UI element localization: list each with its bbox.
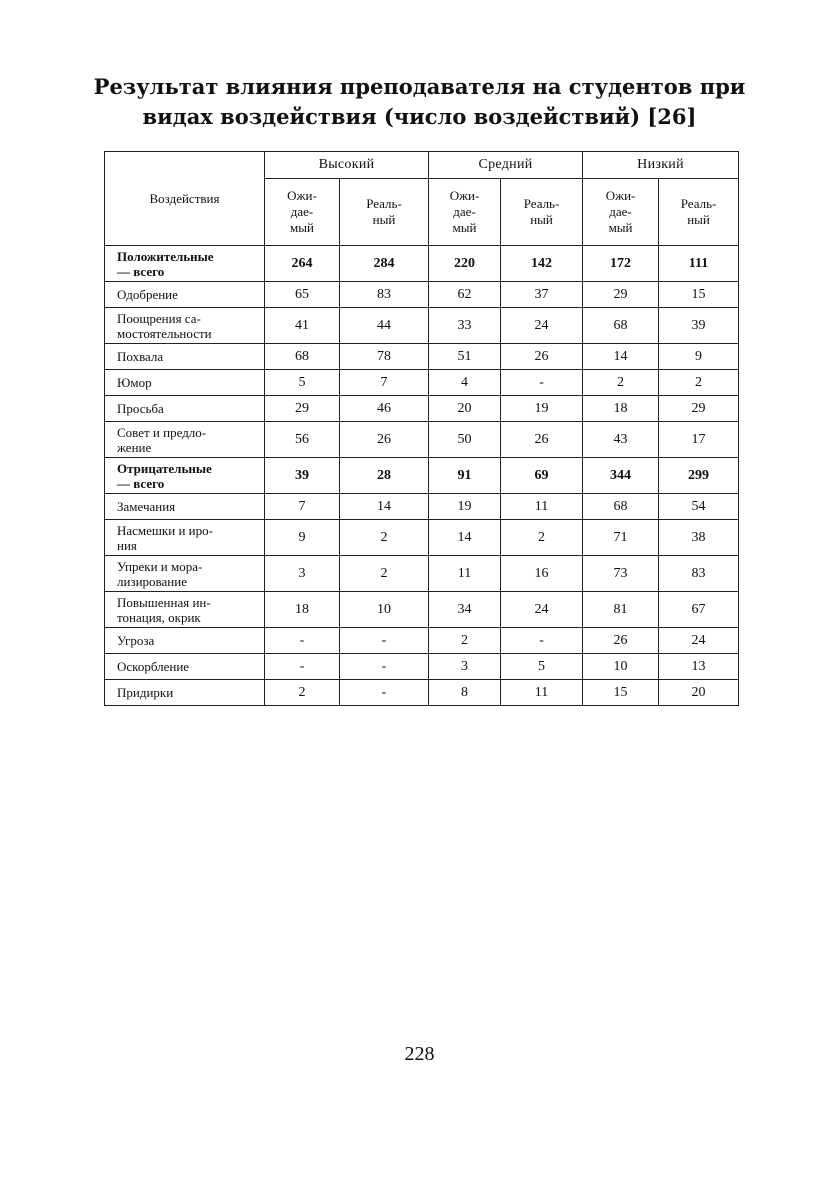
table-cell: 2 <box>429 628 501 654</box>
table-cell: 7 <box>265 494 340 520</box>
subheader-expected: Ожи- дае- мый <box>429 179 501 246</box>
subheader-expected: Ожи- дае- мый <box>265 179 340 246</box>
row-label: Просьба <box>105 396 265 422</box>
table-cell: 5 <box>501 654 583 680</box>
table-cell: 29 <box>265 396 340 422</box>
table-cell: 299 <box>659 458 739 494</box>
table-cell: 2 <box>340 556 429 592</box>
row-label: Насмешки и иро- ния <box>105 520 265 556</box>
table-cell: 4 <box>429 370 501 396</box>
table-cell: 73 <box>583 556 659 592</box>
table-cell: 37 <box>501 282 583 308</box>
table-cell: 28 <box>340 458 429 494</box>
row-label: Похвала <box>105 344 265 370</box>
table-cell: 111 <box>659 246 739 282</box>
table-cell: - <box>340 654 429 680</box>
table-cell: 2 <box>501 520 583 556</box>
table-cell: 33 <box>429 308 501 344</box>
table-cell: 81 <box>583 592 659 628</box>
table-cell: 18 <box>583 396 659 422</box>
group-header-medium: Средний <box>429 152 583 179</box>
table-cell: 78 <box>340 344 429 370</box>
table-row <box>105 556 739 592</box>
table-cell: 50 <box>429 422 501 458</box>
table-cell: 220 <box>429 246 501 282</box>
table-cell: - <box>340 628 429 654</box>
row-label: Одобрение <box>105 282 265 308</box>
table-cell: 344 <box>583 458 659 494</box>
table-cell: 17 <box>659 422 739 458</box>
table-cell: 38 <box>659 520 739 556</box>
table-cell: 14 <box>340 494 429 520</box>
table-body <box>105 246 739 706</box>
table-cell: 15 <box>659 282 739 308</box>
page-number: 228 <box>404 1043 435 1065</box>
table-cell: 172 <box>583 246 659 282</box>
influence-table <box>104 151 739 706</box>
row-label: Придирки <box>105 680 265 706</box>
subheader-real: Реаль- ный <box>340 179 429 246</box>
table-cell: 29 <box>659 396 739 422</box>
table-cell: 34 <box>429 592 501 628</box>
table-cell: - <box>265 654 340 680</box>
table-row <box>105 654 739 680</box>
table-cell: 24 <box>501 592 583 628</box>
row-label: Отрицательные — всего <box>105 458 265 494</box>
table-cell: 3 <box>429 654 501 680</box>
table-cell: 56 <box>265 422 340 458</box>
table-cell: 8 <box>429 680 501 706</box>
table-cell: 39 <box>265 458 340 494</box>
table-cell: 9 <box>659 344 739 370</box>
group-header-low: Низкий <box>583 152 739 179</box>
table-cell: 10 <box>340 592 429 628</box>
subheader-expected: Ожи- дае- мый <box>583 179 659 246</box>
table-cell: 69 <box>501 458 583 494</box>
table-row <box>105 396 739 422</box>
table-row <box>105 494 739 520</box>
table-cell: 19 <box>501 396 583 422</box>
table-cell: 14 <box>583 344 659 370</box>
table-cell: 14 <box>429 520 501 556</box>
table-cell: 26 <box>340 422 429 458</box>
table-cell: 83 <box>659 556 739 592</box>
table-cell: 51 <box>429 344 501 370</box>
table-cell: 10 <box>583 654 659 680</box>
table-row <box>105 422 739 458</box>
title-line-1: Результат влияния преподавателя на студентов при <box>93 74 746 99</box>
table-cell: 284 <box>340 246 429 282</box>
table-cell: 62 <box>429 282 501 308</box>
table-cell: - <box>265 628 340 654</box>
table-row <box>105 344 739 370</box>
table-cell: 65 <box>265 282 340 308</box>
table-cell: 7 <box>340 370 429 396</box>
table-cell: 11 <box>501 494 583 520</box>
table-cell: 24 <box>659 628 739 654</box>
row-label: Замечания <box>105 494 265 520</box>
title-line-2: видах воздействия (число воздействий) [26] <box>142 104 697 129</box>
row-label: Упреки и мора- лизирование <box>105 556 265 592</box>
table-title <box>0 72 839 132</box>
table-cell: 39 <box>659 308 739 344</box>
table-cell: 18 <box>265 592 340 628</box>
table-cell: 46 <box>340 396 429 422</box>
row-label: Угроза <box>105 628 265 654</box>
row-label: Оскорбление <box>105 654 265 680</box>
table-cell: 26 <box>583 628 659 654</box>
table-cell: 43 <box>583 422 659 458</box>
table-row <box>105 246 739 282</box>
table-cell: 142 <box>501 246 583 282</box>
table-row <box>105 308 739 344</box>
row-label: Юмор <box>105 370 265 396</box>
table-cell: 41 <box>265 308 340 344</box>
table-cell: 68 <box>265 344 340 370</box>
table-row <box>105 282 739 308</box>
table-cell: 29 <box>583 282 659 308</box>
table-row <box>105 370 739 396</box>
table-cell: 71 <box>583 520 659 556</box>
table-cell: 68 <box>583 308 659 344</box>
row-label: Совет и предло- жение <box>105 422 265 458</box>
group-header-high: Высокий <box>265 152 429 179</box>
table-cell: 2 <box>583 370 659 396</box>
table-cell: 44 <box>340 308 429 344</box>
table-row <box>105 592 739 628</box>
table-row <box>105 680 739 706</box>
table-row <box>105 628 739 654</box>
table-cell: 68 <box>583 494 659 520</box>
table-cell: 11 <box>429 556 501 592</box>
table-row <box>105 458 739 494</box>
table-cell: 2 <box>659 370 739 396</box>
table-cell: 264 <box>265 246 340 282</box>
table-cell: 15 <box>583 680 659 706</box>
table-cell: 2 <box>340 520 429 556</box>
subheader-real: Реаль- ный <box>659 179 739 246</box>
table-cell: 26 <box>501 422 583 458</box>
table-cell: 5 <box>265 370 340 396</box>
row-label: Положительные — всего <box>105 246 265 282</box>
column-header-influences: Воздействия <box>105 152 265 246</box>
table-cell: - <box>501 628 583 654</box>
table-cell: 13 <box>659 654 739 680</box>
table-cell: 67 <box>659 592 739 628</box>
table-cell: 26 <box>501 344 583 370</box>
subheader-real: Реаль- ный <box>501 179 583 246</box>
table-cell: 9 <box>265 520 340 556</box>
table-cell: 24 <box>501 308 583 344</box>
table-cell: - <box>340 680 429 706</box>
table-cell: 20 <box>429 396 501 422</box>
row-label: Повышенная ин- тонация, окрик <box>105 592 265 628</box>
table-cell: 3 <box>265 556 340 592</box>
table-cell: 20 <box>659 680 739 706</box>
table-cell: 11 <box>501 680 583 706</box>
table-row <box>105 520 739 556</box>
table-cell: - <box>501 370 583 396</box>
row-label: Поощрения са- мостоятельности <box>105 308 265 344</box>
table-cell: 54 <box>659 494 739 520</box>
table-cell: 2 <box>265 680 340 706</box>
table-cell: 91 <box>429 458 501 494</box>
table-cell: 16 <box>501 556 583 592</box>
table-cell: 19 <box>429 494 501 520</box>
table-cell: 83 <box>340 282 429 308</box>
